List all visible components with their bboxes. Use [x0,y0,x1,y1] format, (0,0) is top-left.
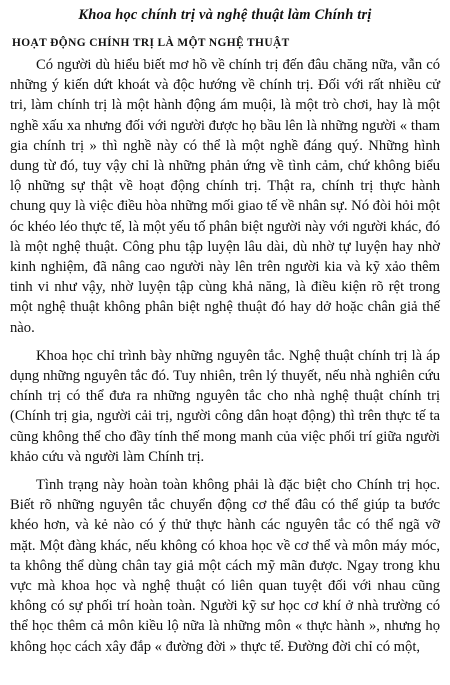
paragraph-1: Có người dù hiểu biết mơ hồ về chính trị đến đâu chăng nữa, vẫn có những ý kiến dứt khoát và độc hướng về chính trị. Đối với rất nhiều cử tri, làm chính trị là một hành động ám muội, là một trò chơi, hay là một nghề xấu xa nhưng đối với người được họ bầu lên là những người « tham gia chính trị » thì nghề này có thể là một nghề đáng quý. Những hình dung từ đó, tuy vậy chỉ là những phản ứng về tình cảm, chứ không biểu lộ những sự thật về hoạt động chính trị. Thật ra, chính trị thực hành chung quy là việc điều hòa những mối giao tế về nhân sự. Nó đòi hỏi một óc khéo léo thực tế, là một yếu tố phân biệt người này với người khác, đó là một nghệ thuật. Công phu tập luyện lâu dài, dù nhờ tự luyện hay nhờ kinh nghiệm, đã nâng cao người này lên trên người kia và kỹ xảo thêm tinh vi như vậy, nhờ luyện tập cùng khả năng, là điều kiện rõ rệt trong một nghệ thuật không phân biệt nghệ thuật đó hay dở hoặc chân giả thế nào. [10,57,440,336]
paragraph-3: Tình trạng này hoàn toàn không phải là đặc biệt cho Chính trị học. Biết rõ những nguyên tắc chuyển động cơ thể đâu có thể giúp ta bước khéo hơn, và kẻ nào có ý thử thực hành các nguyên tắc có thể ngã vỡ mặt. Một đàng khác, nếu không có khoa học về cơ thể và môn máy móc, ta không thể dùng chân tay giả một cách mỹ mãn được. Ngay trong khu vực mà khoa học và nghệ thuật có liên quan tuyệt đối với nhau cũng không có sự phối trí hoàn toàn. Người kỹ sư học cơ khí ở nhà trường có thể học thêm cả môn kiều lộ nữa là những môn « thực hành », nhưng họ không học cách xây đắp « đường đời » thực tế. Đường đời chỉ có một, [10,477,440,655]
paragraph-2: Khoa học chỉ trình bày những nguyên tắc. Nghệ thuật chính trị là áp dụng những nguyên tắc đó. Tuy nhiên, trên lý thuyết, nếu nhà nghiên cứu chính trị có thể đưa ra những nguyên tắc cho nhà nghệ thuật chính trị (Chính trị gia, người cải trị, người công dân hoạt động) thì trên thực tế ta cũng không thể cho đầy tính thế mong manh của việc phối trí giữa người khảo cứu và người làm Chính trị. [10,347,440,465]
section-heading: HOẠT ĐỘNG CHÍNH TRỊ LÀ MỘT NGHỆ THUẬT [12,37,290,49]
running-title: Khoa học chính trị và nghệ thuật làm Chính trị [78,7,372,23]
